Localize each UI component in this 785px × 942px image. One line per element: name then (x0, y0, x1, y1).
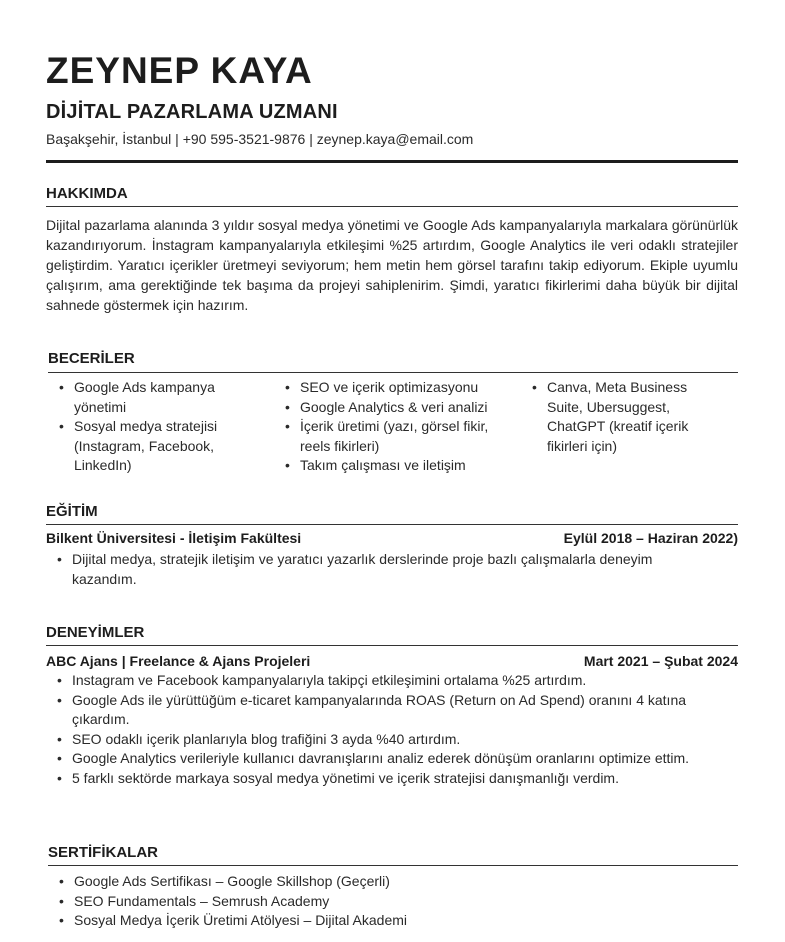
section-divider-education (46, 524, 738, 525)
list-item: • Instagram ve Facebook kampanyalarıyla takipçi etkileşimini ortalama %25 artırdım. (46, 671, 726, 691)
candidate-name: ZEYNEP KAYA (46, 50, 313, 91)
section-title-about: HAKKIMDA (46, 185, 128, 202)
job-title: DİJİTAL PAZARLAMA UZMANI (46, 101, 338, 123)
certificate-list (48, 872, 728, 931)
school-name: Bilkent Üniversitesi - İletişim Fakültesi (46, 530, 302, 546)
list-item: • Sosyal Medya İçerik Üretimi Atölyesi – Dijital Akademi (48, 911, 728, 931)
list-item: • SEO Fundamentals – Semrush Academy (48, 892, 728, 912)
about-paragraph: Dijital pazarlama alanında 3 yıldır sosyal medya yönetimi ve Google Ads kampanyalarıyla markalara görünürlük kazandırıyorum. İnstagram kampanyalarıyla etkileşimi %25 artırdım, Google Analytics ile veri odaklı stratejiler geliştirdim. Yaratıcı içerikler üretmeyi seviyorum; hem metin hem görsel tarafını takip ediyorum. Ekiple uyumlu çalışırım, ama gerektiğinde tek başıma da projeyi sahiplenirim. Şimdi, yaratıcı fikirlerimi daha büyük bir dijital sahnede göstermek için hazırım. (46, 217, 738, 313)
skills-column-3 (521, 378, 721, 456)
education-dates: Eylül 2018 – Haziran 2022) (563, 530, 738, 546)
section-title-certificates: SERTİFİKALAR (48, 844, 158, 861)
section-title-skills: BECERİLER (48, 350, 135, 367)
section-divider-experience (46, 645, 738, 646)
skills-column-1 (48, 378, 248, 476)
experience-bullets (46, 671, 726, 789)
list-item: • Google Ads ile yürüttüğüm e-ticaret kampanyalarında ROAS (Return on Ad Spend) oranını 4 katına çıkardım. (46, 691, 726, 730)
list-item: • Google Ads kampanya yönetimi (48, 378, 248, 417)
header-divider (46, 160, 738, 163)
list-item: • SEO ve içerik optimizasyonu (274, 378, 514, 398)
section-title-experience: DENEYİMLER (46, 624, 145, 641)
experience-dates: Mart 2021 – Şubat 2024 (583, 653, 738, 669)
list-item: • Sosyal medya stratejisi (Instagram, Facebook, LinkedIn) (48, 417, 248, 476)
section-divider-certificates (48, 865, 738, 866)
list-item: • SEO odaklı içerik planlarıyla blog trafiğini 3 ayda %40 artırdım. (46, 730, 726, 750)
list-item: • Takım çalışması ve iletişim (274, 456, 514, 476)
list-item: • Dijital medya, stratejik iletişim ve yaratıcı yazarlık derslerinde proje bazlı çalışmalarla deneyim kazandım. (46, 550, 686, 589)
education-bullets (46, 550, 686, 589)
list-item: • Google Analytics verileriyle kullanıcı davranışlarını analiz ederek dönüşüm oranlarını optimize ettim. (46, 749, 726, 769)
skills-column-2 (274, 378, 514, 476)
section-divider-about (46, 206, 738, 207)
company-name: ABC Ajans | Freelance & Ajans Projeleri (46, 653, 311, 669)
section-divider-skills (48, 372, 738, 373)
contact-info: Başakşehir, İstanbul | +90 595-3521-9876 | zeynep.kaya@email.com (46, 131, 474, 147)
list-item: • 5 farklı sektörde markaya sosyal medya yönetimi ve içerik stratejisi danışmanlığı verdim. (46, 769, 726, 789)
list-item: • Google Analytics & veri analizi (274, 398, 514, 418)
list-item: • Google Ads Sertifikası – Google Skillshop (Geçerli) (48, 872, 728, 892)
section-title-education: EĞİTİM (46, 503, 98, 520)
list-item: • İçerik üretimi (yazı, görsel fikir, reels fikirleri) (274, 417, 514, 456)
list-item: • Canva, Meta Business Suite, Ubersuggest, ChatGPT (kreatif içerik fikirleri için) (521, 378, 721, 456)
